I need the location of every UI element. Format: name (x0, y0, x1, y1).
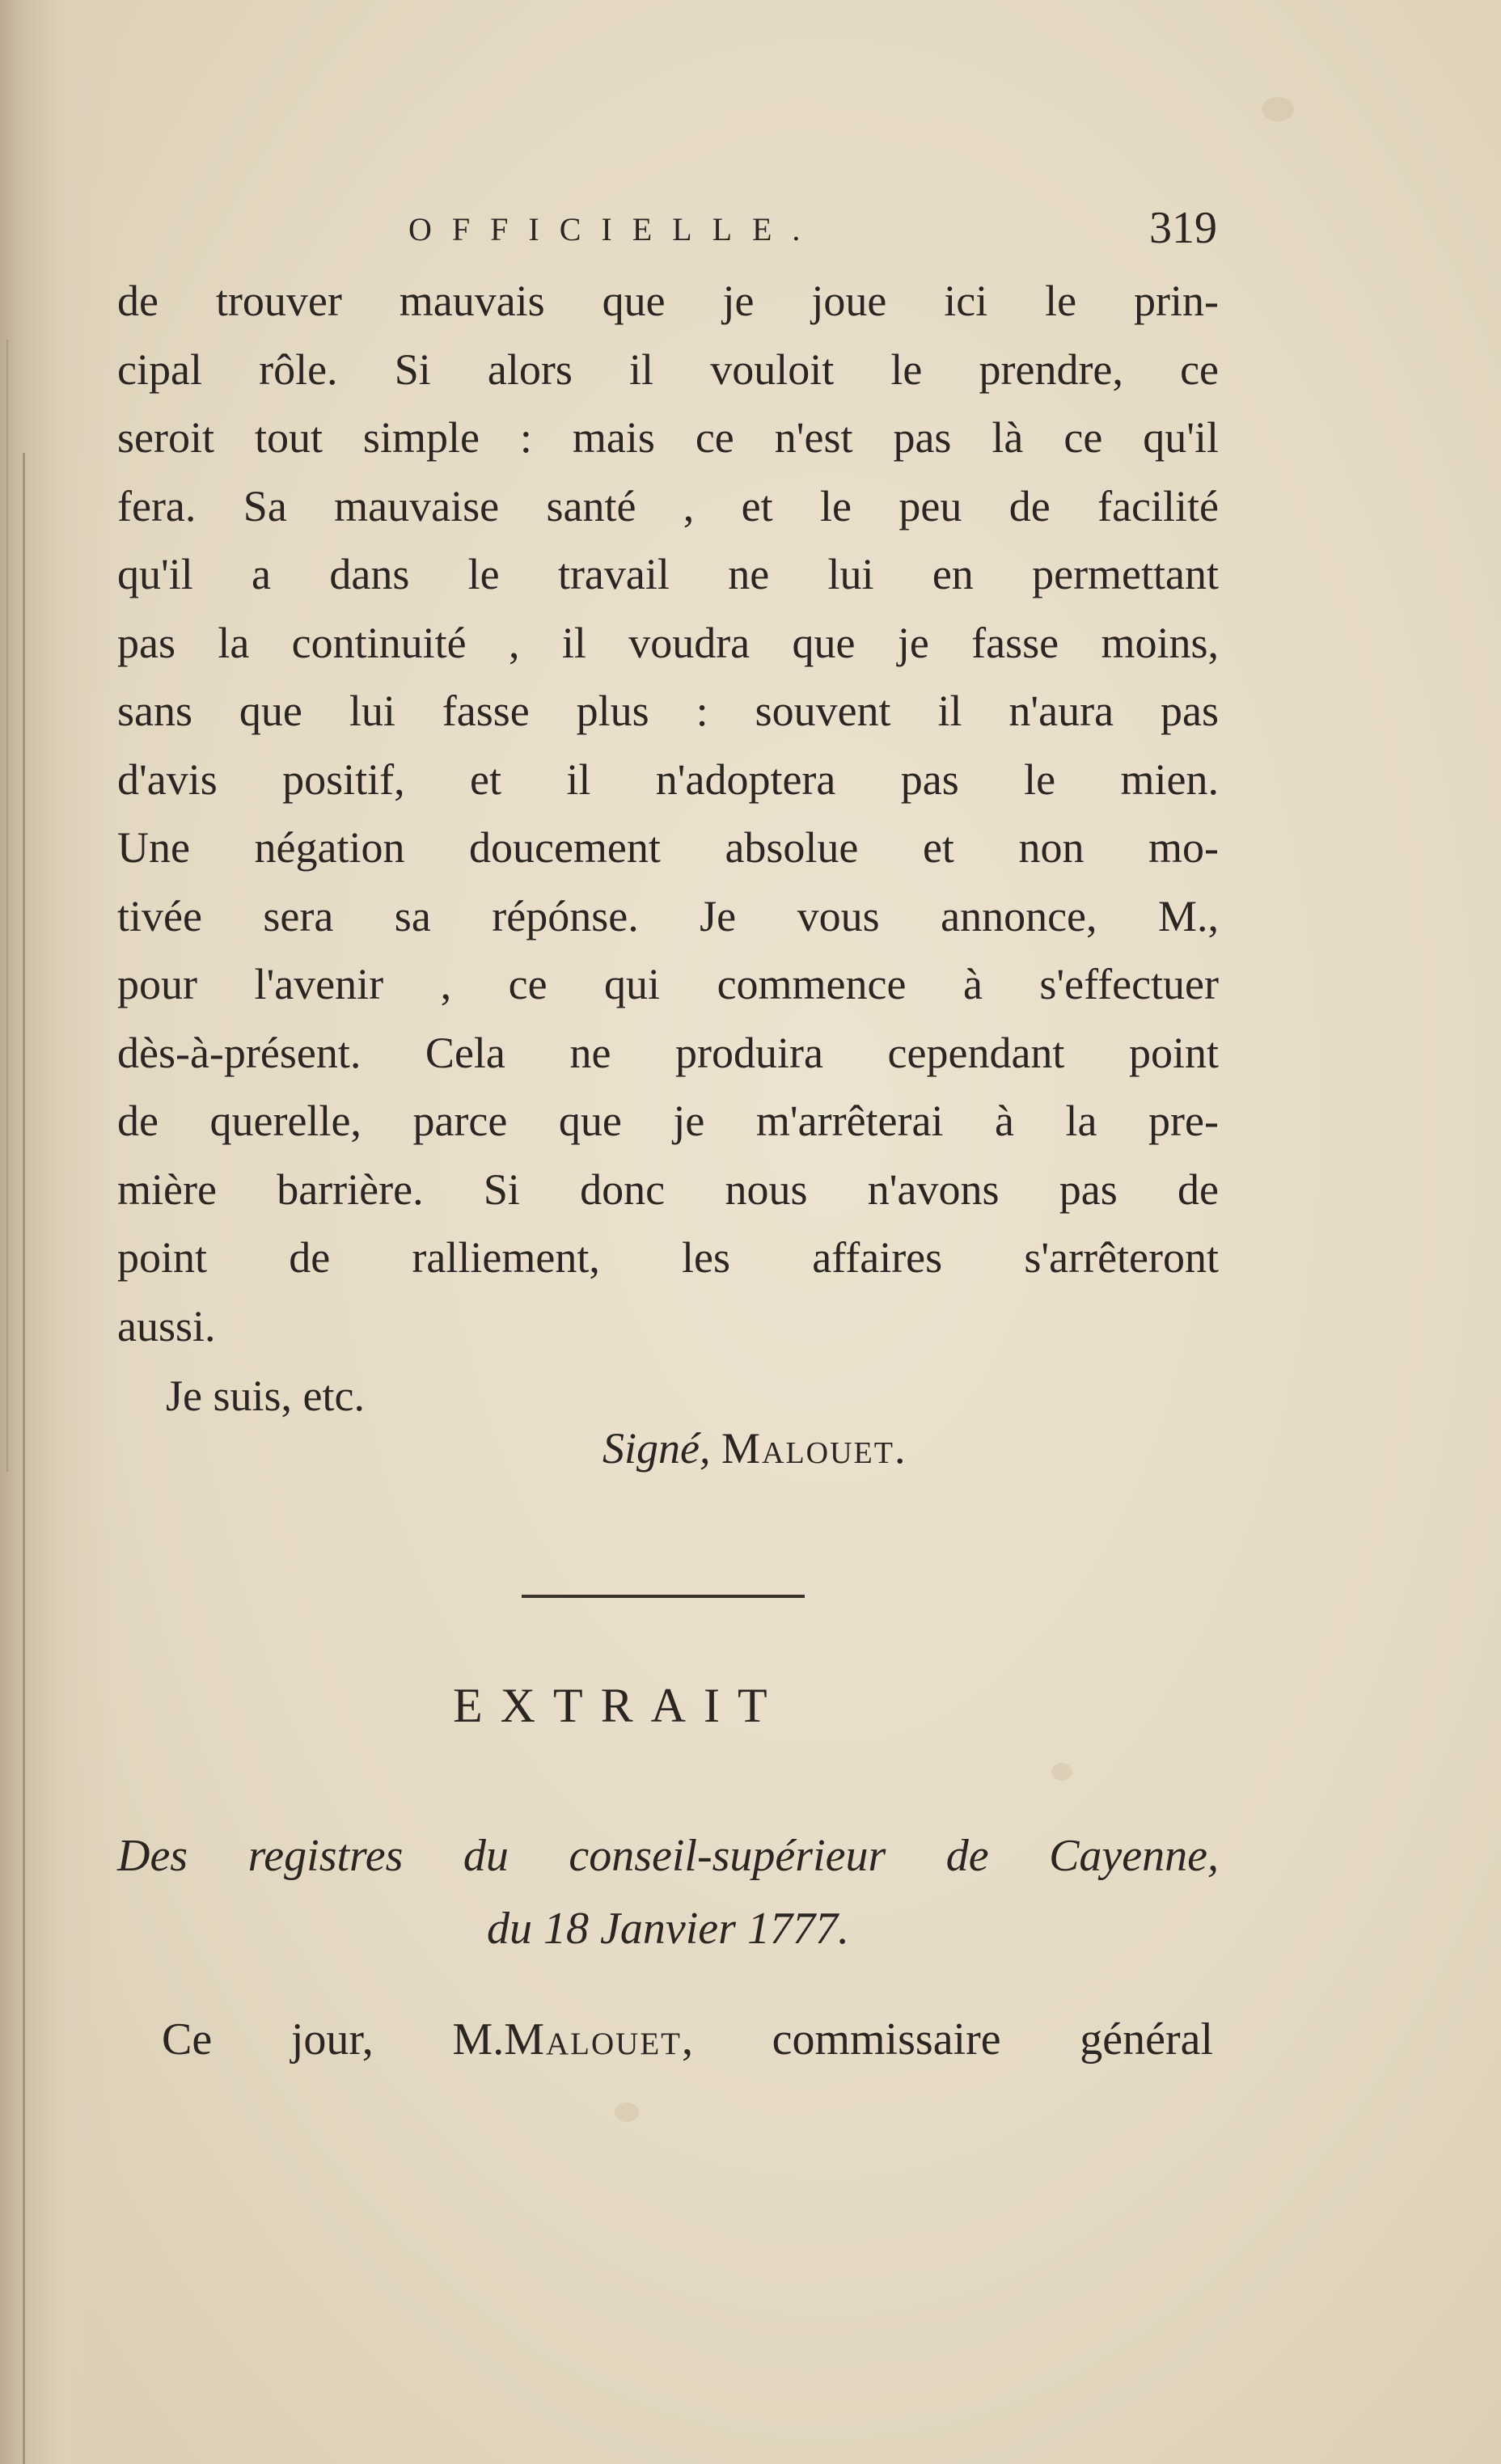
text-line: seroit tout simple : mais ce n'est pas là ce qu'il (117, 413, 1219, 462)
paper-stain (615, 2103, 639, 2122)
running-head (117, 202, 1217, 267)
closing-formula: Je suis, etc. (166, 1371, 365, 1420)
section-divider (522, 1595, 805, 1598)
text-line: point de ralliement, les affaires s'arrêteront (117, 1233, 1219, 1282)
signature (603, 1423, 907, 1473)
text-line: mière barrière. Si donc nous n'avons pas de (117, 1164, 1219, 1214)
text-line: de querelle, parce que je m'arrêterai à la pre- (117, 1097, 1219, 1145)
final-text-line (162, 2014, 1213, 2065)
final-name: Malouet (504, 2014, 682, 2065)
text-line: aussi. (117, 1301, 216, 1350)
text-line: pas la continuité , il voudra que je fasse moins, (117, 618, 1219, 667)
letter-body (117, 267, 1219, 1431)
signed-label: Signé, (603, 1424, 711, 1473)
binding-gutter (0, 0, 113, 2464)
text-line: sans que lui fasse plus : souvent il n'aura pas (117, 687, 1219, 735)
text-line: de trouver mauvais que je joue ici le prin- (117, 277, 1219, 325)
text-line: d'avis positif, et il n'adoptera pas le mien. (117, 754, 1219, 804)
final-lead: Ce jour, M. (162, 2014, 505, 2065)
gutter-edge-line (6, 340, 8, 1472)
running-title: OFFICIELLE. (408, 211, 821, 247)
gutter-edge-line (23, 453, 25, 2464)
text-line: fera. Sa mauvaise santé , et le peu de facilité (117, 481, 1219, 530)
paper-stain (1262, 97, 1294, 121)
text-line: dès-à-présent. Cela ne produira cependant point (117, 1028, 1219, 1077)
text-line: qu'il a dans le travail ne lui en permettant (117, 550, 1219, 598)
text-line: pour l'avenir , ce qui commence à s'effectuer (117, 960, 1219, 1008)
text-line: Une négation doucement absolue et non mo- (117, 823, 1219, 872)
page-number: 319 (1149, 203, 1217, 253)
section-subtitle (117, 1819, 1219, 1965)
final-rest: , commissaire général (681, 2014, 1214, 2065)
subtitle-line: Des registres du conseil-supérieur de Cayenne, (117, 1831, 1219, 1881)
text-line: cipal rôle. Si alors il vouloit le prendre, ce (117, 344, 1219, 394)
paper-stain (1051, 1763, 1072, 1781)
subtitle-line: du 18 Janvier 1777. (487, 1904, 849, 1954)
signatory-name: Malouet. (721, 1424, 907, 1473)
text-line: tivée sera sa répónse. Je vous annonce, M., (117, 891, 1219, 940)
section-heading: EXTRAIT (453, 1679, 785, 1732)
